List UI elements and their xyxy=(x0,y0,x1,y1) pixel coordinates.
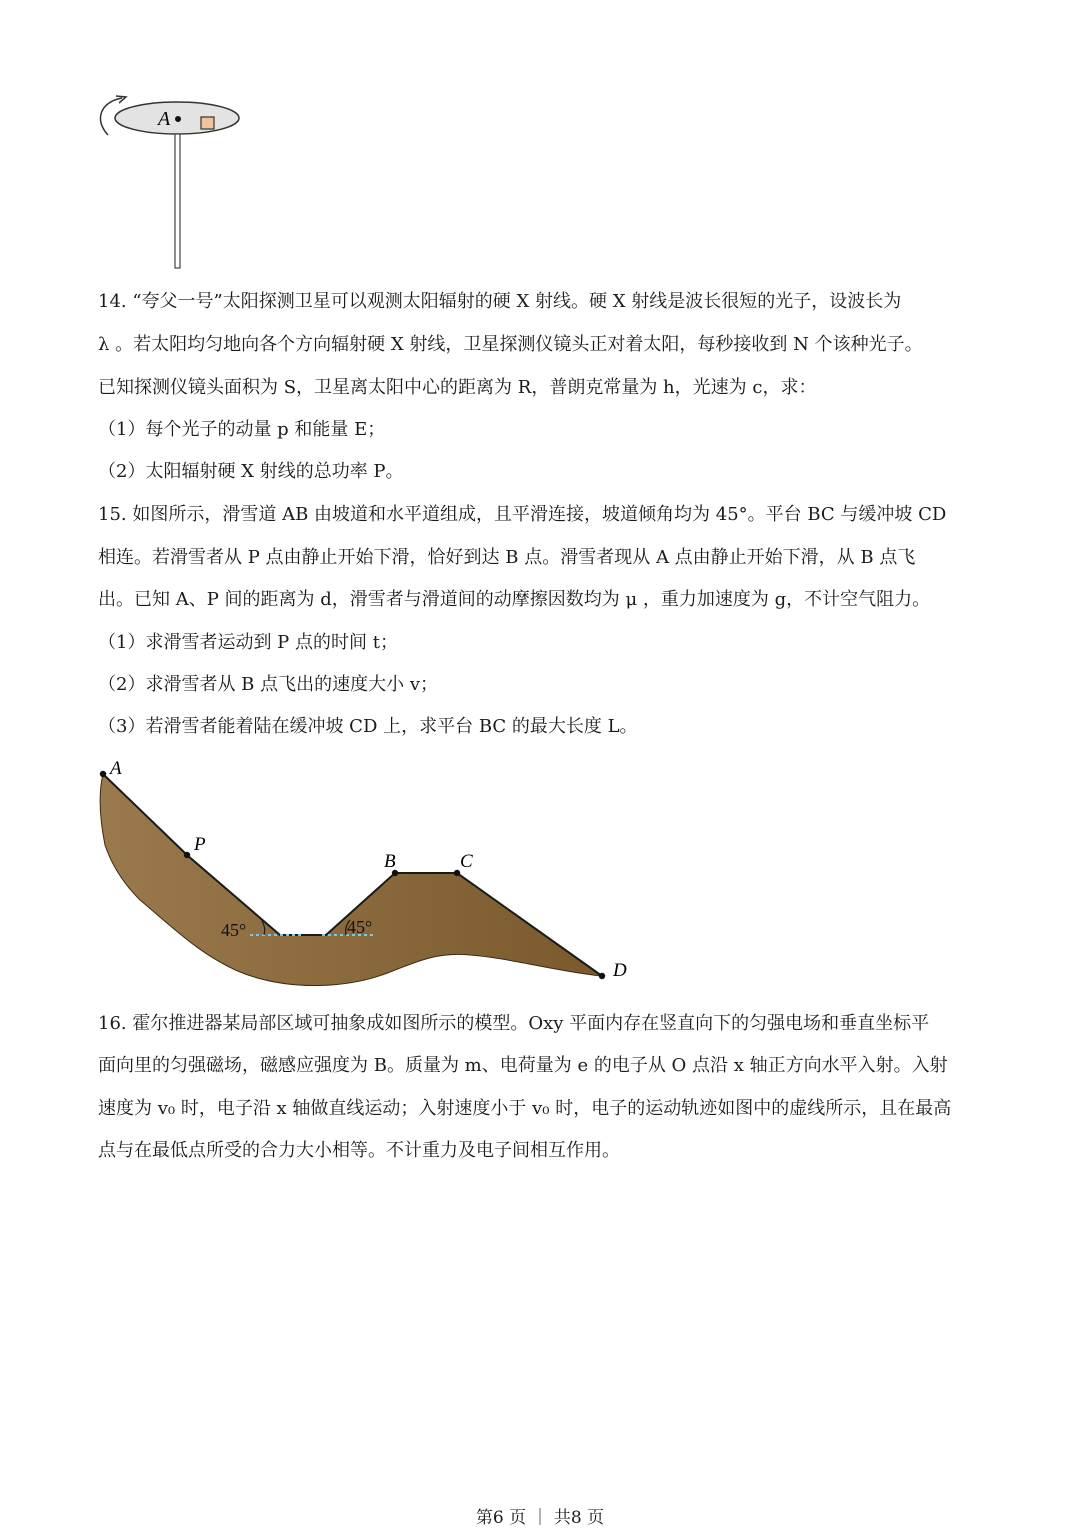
ski-slope-figure xyxy=(90,750,650,1000)
q14-line1: 14. “夸父一号”太阳探测卫星可以观测太阳辐射的硬 X 射线。硬 X 射线是波长很短的光子，设波长为 xyxy=(98,291,902,312)
support-rod xyxy=(175,134,180,268)
q16-line1: 16. 霍尔推进器某局部区域可抽象成如图所示的模型。Oxy 平面内存在竖直向下的匀强电场和垂直坐标平 xyxy=(98,1013,930,1034)
q15-part2: （2）求滑雪者从 B 点飞出的速度大小 v； xyxy=(98,674,439,695)
label-a: A xyxy=(158,108,171,130)
label-p: P xyxy=(194,834,206,855)
q16-line3: 速度为 v₀ 时，电子沿 x 轴做直线运动；入射速度小于 v₀ 时，电子的运动轨迹如图中的虚线所示，且在最高 xyxy=(98,1098,952,1119)
q15-line3: 出。已知 A、P 间的距离为 d，滑雪者与滑道间的动摩擦因数均为 μ ，重力加速度为 g，不计空气阻力。 xyxy=(98,589,931,610)
q16-line2: 面向里的匀强磁场，磁感应强度为 B。质量为 m、电荷量为 e 的电子从 O 点沿 x 轴正方向水平入射。入射 xyxy=(98,1055,948,1076)
q14-line3: 已知探测仪镜头面积为 S，卫星离太阳中心的距离为 R，普朗克常量为 h，光速为 c，求： xyxy=(98,377,817,398)
q15-line1: 15. 如图所示，滑雪道 AB 由坡道和水平道组成，且平滑连接，坡道倾角均为 45°。平台 BC 与缓冲坡 CD xyxy=(98,504,947,525)
block xyxy=(201,117,214,129)
q15-part3: （3）若滑雪者能着陆在缓冲坡 CD 上，求平台 BC 的最大长度 L。 xyxy=(98,716,638,737)
point-p xyxy=(184,852,190,858)
label-b: B xyxy=(384,851,396,872)
page-footer: 第6 页 ｜ 共8 页 xyxy=(475,1508,605,1528)
angle-right-label: 45° xyxy=(347,917,373,937)
point-a xyxy=(175,116,181,122)
q14-line2: λ 。若太阳均匀地向各个方向辐射硬 X 射线，卫星探测仪镜头正对着太阳，每秒接收到 N 个该种光子。 xyxy=(98,334,923,355)
q14-part2: （2）太阳辐射硬 X 射线的总功率 P。 xyxy=(98,461,404,482)
point-d xyxy=(599,973,605,979)
q15-part1: （1）求滑雪者运动到 P 点的时间 t； xyxy=(98,632,398,653)
label-c: C xyxy=(460,851,473,872)
point-a xyxy=(100,771,106,777)
slope-ground xyxy=(100,774,602,986)
label-d: D xyxy=(613,960,627,981)
label-a: A xyxy=(110,758,122,779)
q14-part1: （1）每个光子的动量 p 和能量 E； xyxy=(98,419,386,440)
rotating-disk-figure xyxy=(90,90,260,280)
q16-line4: 点与在最低点所受的合力大小相等。不计重力及电子间相互作用。 xyxy=(98,1140,620,1161)
q15-line2: 相连。若滑雪者从 P 点由静止开始下滑，恰好到达 B 点。滑雪者现从 A 点由静止开始下滑，从 B 点飞 xyxy=(98,547,916,568)
angle-left-label: 45° xyxy=(221,920,247,940)
